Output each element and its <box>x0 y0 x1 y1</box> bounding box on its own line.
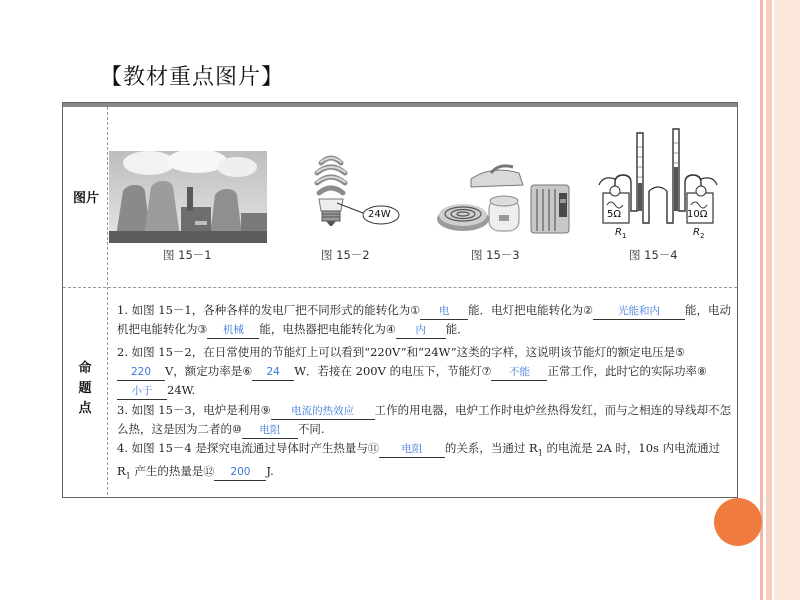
decorative-stripe-wide <box>774 0 800 600</box>
row-label-exam-points <box>77 359 93 419</box>
question-text: 2. 如图 15－2，在日常使用的节能灯上可以看到“220V”和“24W”这类的字样，这说明该节能灯的额定电压是 <box>117 345 676 359</box>
question-text: 3. 如图 15－3，电炉是利用 <box>117 403 261 417</box>
resistor-r1-value: 5Ω <box>607 209 622 220</box>
decorative-orange-circle <box>714 498 762 546</box>
question-text: 1. 如图 15－1，各种各样的发电厂把不同形式的能转化为 <box>117 303 411 317</box>
electric-appliances-image <box>433 151 573 243</box>
question-3 <box>117 401 732 439</box>
question-text: W．若接在 200V 的电压下，节能灯 <box>294 364 482 378</box>
blank-number: ① <box>410 304 421 317</box>
question-1 <box>117 301 732 339</box>
blank-number: ⑪ <box>367 442 379 455</box>
question-text: 的关系，当通过 R <box>444 441 538 455</box>
table-top-band <box>63 103 737 107</box>
question-2 <box>117 343 732 400</box>
resistor-r1-name: R <box>615 227 622 238</box>
answer-blank: 24 <box>252 365 294 381</box>
question-4 <box>117 439 732 486</box>
answer-blank: 电流的热效应 <box>271 404 375 420</box>
answer-blank: 200 <box>214 465 266 481</box>
blank-number: ⑦ <box>481 365 492 378</box>
figure-caption: 图 15－2 <box>321 248 370 262</box>
blank-number: ② <box>583 304 593 317</box>
row-label-char: 点 <box>78 401 92 416</box>
subscript: 1 <box>537 448 543 458</box>
blank-number: ⑩ <box>232 423 242 436</box>
answer-blank: 光能和内 <box>593 304 685 320</box>
blank-number: ⑤ <box>675 346 685 359</box>
figure-caption: 图 15－1 <box>163 248 212 262</box>
question-text: 能．电灯把电能转化为 <box>468 303 584 317</box>
section-title: 【教材重点图片】 <box>100 65 285 90</box>
column-divider <box>107 107 108 495</box>
answer-blank: 机械 <box>207 323 259 339</box>
decorative-stripe-thin <box>760 0 763 600</box>
blank-number: ③ <box>197 323 208 336</box>
answer-blank: 小于 <box>117 384 167 400</box>
decorative-stripe-mid <box>766 0 772 600</box>
question-text: 能． <box>445 322 469 336</box>
answer-blank: 不能 <box>491 365 547 381</box>
resistor-r2-value: 10Ω <box>687 209 708 220</box>
resistor-r1-label <box>615 227 626 240</box>
blank-number: ⑧ <box>696 365 707 378</box>
answer-blank: 220 <box>117 365 165 381</box>
row-label-char: 命 <box>78 361 92 376</box>
row-divider <box>63 287 737 288</box>
question-text: 正常工作，此时它的实际功率 <box>547 364 697 378</box>
subscript: 1 <box>125 471 131 481</box>
question-text: V，额定功率是 <box>165 364 243 378</box>
bulb-power-label: 24W <box>368 209 391 220</box>
question-text: 不同. <box>297 422 325 436</box>
question-text: 4. 如图 15－4 是探究电流通过导体时产生热量与 <box>117 441 368 455</box>
joule-heat-experiment-diagram <box>593 127 723 243</box>
question-text: J. <box>266 464 274 479</box>
row-label-char: 题 <box>78 381 92 396</box>
content-table <box>62 102 738 498</box>
answer-blank: 电 <box>420 304 468 320</box>
question-text: 能，电热器把电能转化为 <box>259 322 386 336</box>
question-text: 产生的热量是 <box>130 464 204 479</box>
figure-caption: 图 15－4 <box>629 248 678 262</box>
energy-saving-bulb-image <box>307 151 403 243</box>
question-text: 能，电动机把电能转化为 <box>117 303 731 336</box>
resistor-r2-subscript: 2 <box>699 232 705 240</box>
answer-blank: 内 <box>396 323 446 339</box>
question-text: 24W. <box>167 383 196 397</box>
answer-blank: 电阻 <box>242 423 298 439</box>
blank-number: ⑫ <box>203 465 215 479</box>
question-text: 工作的用电器，电炉工作时电炉丝热得发红，而与之相连的导线却不怎么热，这是因为二者的 <box>117 403 732 436</box>
blank-number: ⑥ <box>242 365 253 378</box>
blank-number: ⑨ <box>260 404 271 417</box>
resistor-r2-label <box>693 227 704 240</box>
question-text: 的电流是 2A 时，10s 内电流通过 R <box>117 441 721 479</box>
power-plant-image <box>109 151 267 243</box>
row-label-pictures: 图片 <box>73 191 100 206</box>
resistor-r2-name: R <box>693 227 700 238</box>
blank-number: ④ <box>385 323 396 336</box>
figure-caption: 图 15－3 <box>471 248 520 262</box>
resistor-r1-subscript: 1 <box>621 232 627 240</box>
answer-blank: 电阻 <box>379 442 445 458</box>
